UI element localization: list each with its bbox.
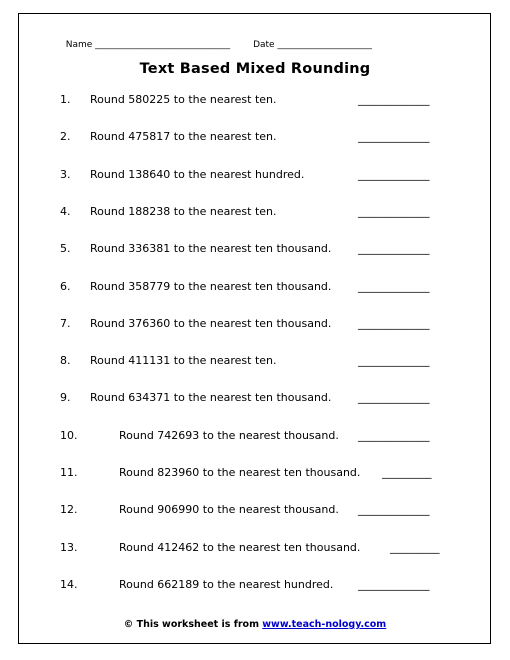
answer-blank[interactable]: _____________ [358,391,430,405]
question-number: 12. [60,503,78,517]
answer-blank[interactable]: _____________ [358,279,430,293]
footer-text: © This worksheet is from [123,619,263,630]
answer-blank[interactable]: _____________ [358,204,430,218]
question-text: Round 336381 to the nearest ten thousand. [90,242,332,256]
answer-blank[interactable]: _____________ [358,503,430,517]
answer-blank[interactable]: _____________ [358,316,430,330]
question-text: Round 138640 to the nearest hundred. [90,167,305,181]
question-text: Round 475817 to the nearest ten. [90,130,277,144]
date-label: Date [253,40,275,50]
question-text: Round 376360 to the nearest ten thousand. [90,316,332,330]
question-text: Round 412462 to the nearest ten thousand. [119,540,361,554]
question-text: Round 580225 to the nearest ten. [90,93,277,106]
question-text: Round 742693 to the nearest thousand. [119,428,339,442]
question-text: Round 906990 to the nearest thousand. [119,503,339,517]
question-text: Round 634371 to the nearest ten thousand. [90,391,332,405]
question-number: 2. [60,130,71,144]
question-number: 5. [60,242,71,256]
question-number: 14. [60,577,78,591]
footer-link[interactable]: www.teach-nology.com [262,619,387,630]
question-number: 10. [60,428,78,442]
answer-blank[interactable]: _____________ [358,354,430,368]
question-text: Round 411131 to the nearest ten. [90,354,277,368]
answer-blank[interactable]: _____________ [358,242,430,256]
question-number: 1. [60,93,71,106]
answer-blank[interactable]: _____________ [358,167,430,181]
answer-blank[interactable]: _____________ [358,428,430,442]
answer-blank[interactable]: _________ [390,540,440,554]
answer-blank[interactable]: _____________ [358,577,430,591]
question-text: Round 662189 to the nearest hundred. [119,577,334,591]
question-number: 6. [60,279,71,293]
question-number: 8. [60,354,71,368]
footer [0,619,510,630]
question-number: 11. [60,466,78,479]
name-blank[interactable]: ______________________________ [95,40,231,50]
question-text: Round 188238 to the nearest ten. [90,204,277,218]
question-number: 7. [60,316,71,330]
header-fields [60,30,372,50]
answer-blank[interactable]: _____________ [358,130,430,144]
date-blank[interactable]: _____________________ [277,40,372,50]
question-number: 13. [60,540,78,554]
question-number: 9. [60,391,71,405]
question-number: 4. [60,204,71,218]
name-label: Name [65,40,93,50]
question-text: Round 823960 to the nearest ten thousand. [119,466,361,479]
question-text: Round 358779 to the nearest ten thousand. [90,279,332,293]
answer-blank[interactable]: _________ [382,466,432,479]
answer-blank[interactable]: _____________ [358,93,430,106]
question-number: 3. [60,167,71,181]
worksheet-title: Text Based Mixed Rounding [139,61,371,77]
